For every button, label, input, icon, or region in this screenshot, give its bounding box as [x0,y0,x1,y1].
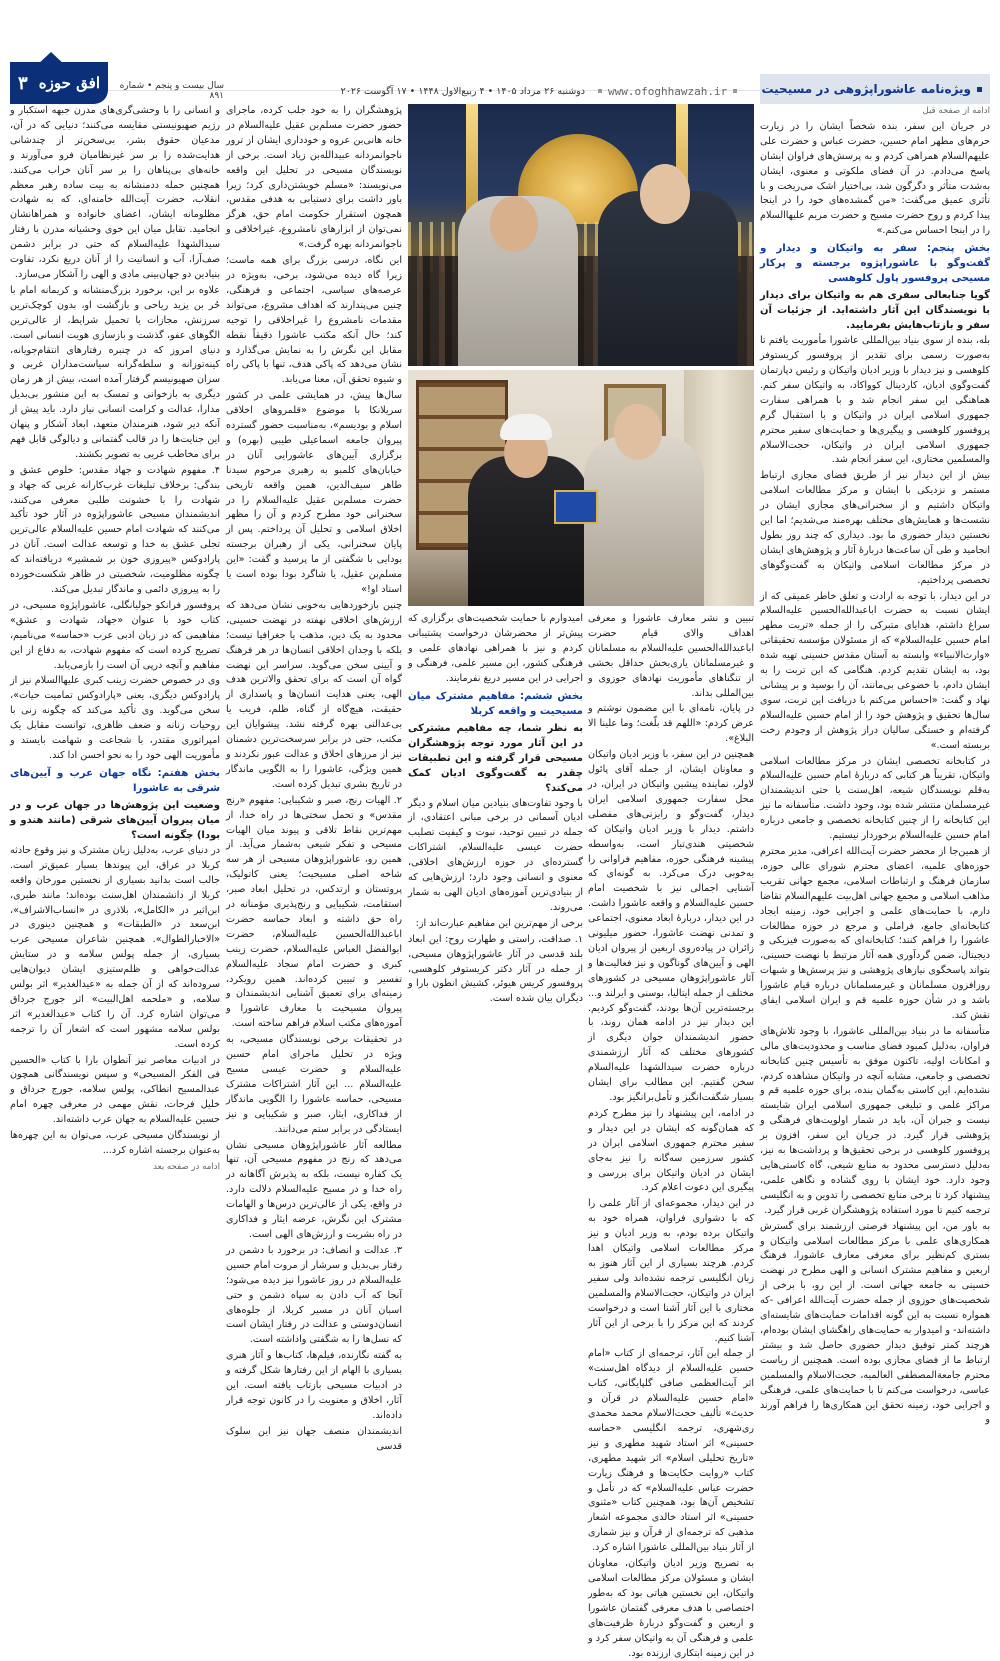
paragraph: به گفته نگارنده، فیلم‌ها، کتاب‌ها و آثار هنری بسیاری با الهام از این رفتارها شکل گرفته و در ادبیات مسیحی بازتاب یافته است. این آثار، اخلاق و معنویت را در کانون توجه قرار داده‌اند. [226,1350,402,1421]
section-label-text: ویژه‌نامه عاشوراپژوهی در مسیحیت [761,82,971,96]
section-label [760,74,990,104]
dateline [230,80,585,102]
paragraph: در این دیدار، مجموعه‌ای از آثار علمی را که با دشواری فراوان، همراه خود به واتیکان برده بودم، به وزیر ادیان و نیز مرکز مطالعات اسلامی واتیکان اهدا کردم. هرچند بسیاری از این آثار هنوز به زبان انگلیسی ترجمه نشده‌اند ولی سفیر ایران در واتیکان، حجت‌الاسلام والمسلمین مختاری با این آثار آشنا است و درخواست کردند که این مرکز را با برخی از این آثار آشنا کنیم. [588,1198,754,1344]
paragraph: در دنیای عرب، به‌دلیل زبان مشترک و نیز وقوع حادثه کربلا در عراق، این پیوندها بسیار عمیق‌تر است. جالب است بدانید بسیاری از نخستین مورخان واقعه کربلا از دانشمندان اهل‌سنت بوده‌اند؛ مانند طبری، ابن‌اثیر در «الکامل»، بلاذری در «انساب‌الاشراف»، ابن‌سعد در «الطبقات» و همچنین دینوری در «الاخبارالطوال». همچنین شاعران مسیحی عرب بسیاری، از جمله پولس سلامه و در ستایش عدالت‌خواهی و ظلم‌ستیزی ایشان دیوان‌هایی سروده‌اند که از آن جمله به «عیدالغدیر» اثر بولس سلامه، و «ملحمه اهل‌البیت» اثر جورج جرداق می‌توان اشاره کرد. آن را کتاب «عیدالغدیر» اثر بولس سلامه مشهور است که اشعار آن را ترجمه کرده است. [10,844,220,1050]
person-head [614,404,662,460]
paragraph: از همین‌جا از محضر حضرت آیت‌الله اعرافی، مدیر محترم حوزه‌های علمیه، اعضای محترم شورای عالی حوزه، سازمان فرهنگ و ارتباطات اسلامی، مجمع جهانی تقریب مذاهب اسلامی و مجمع جهانی اهل‌بیت علیهم‌السلام تقاضا دارم، با حمایت‌های علمی و اجرایی خود، زمینه ایجاد کتابخانه‌ای جامع، فراملی و مرجع در حوزه مطالعات عاشورا را فراهم کنند؛ کتابخانه‌ای که به‌صورت فیزیکی و دیجیتال، ضمن گردآوری همه آثار مرتبط با نهضت حسینی، بتواند پاسخگوی نیازهای پژوهشی و نیز پرسش‌ها و شبهات روزافزون مسلمانان و غیرمسلمانان درباره قیام عاشورا باشد و در شأن حوزه علمیه قم و ایران اسلامی ایفای نقش کند. [760,845,990,1021]
volume-info [112,80,224,102]
paragraph: در ادامه، این پیشنهاد را نیز مطرح کردم که همان‌گونه که ایشان در این دیدار و سفیر محترم جمهوری اسلامی ایران در کشور سرزمین سه‌گانه را نیز به‌جای ایشان در ادیان واتیکان برای بررسی و پیگیری این دعوت اعلام کرد. [588,1107,754,1194]
turban-shape [500,414,552,440]
photo-shrine-visit [408,104,754,366]
interview-question: وضعیت این پژوهش‌ها در جهان عرب و در میان پیروان آیین‌های شرقی (مانند هندو و بودا) چگونه است؟ [10,799,220,841]
subheading: بخش هفتم: نگاه جهان عرب و آیین‌های شرقی به عاشورا [10,767,220,794]
paragraph: در کتابخانه تخصصی ایشان در مرکز مطالعات اسلامی واتیکان، تقریباً هر کتابی که دربارهٔ امام حسین علیه‌السلام به‌قلم نویسندگان شیعه، اهل‌سنت یا حتی اندیشمندان غیرمسلمان منتشر شده بود، وجود داشت. متأسفانه ما نیز این کتابخانه را از چنین کتابخانه تخصصی و جامعی درباره امام حسین علیه‌السلام برخوردار نیستیم. [760,755,990,842]
paragraph: پروفسور فرانکو جولیانگلی، عاشوراپژوه مسیحی، در کتاب خود با عنوان «جهاد، شهادت و عشق» مفاهیمی که در زبان ادبی عرب «حماسه» می‌نامیم، تصریح کرده است که مفهوم شهادت، به دفاع از این مفاهیم و آنچه درپی آن است را بازمی‌یابد. [10,599,220,671]
paragraph: برخی از مهم‌ترین این مفاهیم عبارت‌اند از: [415,917,583,929]
paragraph: در ادبیات معاصر نیز آنطوان بارا با کتاب «الحسین فی الفکر المسیحی» و سپس نویسندگانی همچون عبدالمسیح انطاکی، پولس سلامه، جورج جرداق و خلیل فرحات، نقش مهمی در معرفی چهره امام حسین علیه‌السلام به جهان عرب داشته‌اند. [10,1054,220,1126]
dateline-text: دوشنبه ۲۶ مرداد ۱۴۰۵ • ۴ ربیع‌الاول ۱۴۴۸ • ۱۷ آگوست ۲۰۲۶ [340,85,585,97]
paragraph: در این دیدار، با توجه به ارادت و تعلق خاطر عمیقی که از ایشان نسبت به حضرت اباعبدالله‌الحسین علیه‌السلام سراغ داشتم، هدایای متبرکی را از جمله «تربت مطهر امام حسین علیه‌السلام» که از مسئولان مؤسسه تحقیقاتی «وارث‌الانبیاء» وابسته به آستان مقدس حسینی تهیه شده بود، به ایشان تقدیم کردم. هنگامی که این تربت را به ایشان دادم، با خضوعی بی‌مانند، آن را بوسید و بر پیشانی نهاد و گفت: «احساس می‌کنم با دریافت این تربت، سوی سال‌ها تحقیق و پژوهش خود را از امام حسین علیه‌السلام گرفته‌ام و خستگی سالیان دراز پژوهش از وجودم رخت بربسته است.» [760,590,990,751]
paragraph: این نگاه، درسی بزرگ برای همه ماست؛ زیرا گاه دیده می‌شود، برخی، به‌ویژه در عرصه‌های سیاسی، اجتماعی و فرهنگی، چنین می‌پندارند که اهداف مشروع، می‌تواند مقدمات نامشروع را غیراخلاقی را توجیه کند؛ حال آنکه مکتب عاشورا دقیقاً نقطه مقابل این نگرش را به نمایش می‌گذارد و نشان می‌دهد که پاکی هدف، تنها با پاکی راه و شیوه تحقق آن، معنا می‌یابد. [226,255,402,386]
column-3 [226,104,402,1452]
paragraph: از نویسندگان مسیحی عرب، می‌توان به این چهره‌ها به‌عنوان برجسته اشاره کرد... [10,1130,220,1156]
book-shape [554,490,598,524]
paragraph: علاوه بر این، برخورد بزرگ‌منشانه و کریمانه امام با حُر بن یزید ریاحی و بازگشت او، بدون کوچک‌ترین سرزنش، مجازات یا تحمیل شرایط، از عالی‌ترین الگوهای عفو، گذشت و بازسازی هویت انسانی است. دنیای امروز که در چنبره رفتارهای انتقام‌جویانه، کینه‌توزانه و سلطه‌گرانه سیاست‌مداران غربی و سران صهیونیسم گرفتار آمده است، بیش از هر زمان دیگری به بازخوانی و تمسک به این منشور بی‌بدیل مدارا، عدالت و کرامت انسانی نیاز دارد. باید پیش از آنکه دیر شود، هنرمندان متعهد، ابعاد آشکار و پنهان این جنایت‌ها را در قالب گفتمانی و دیالوگی قابل فهم برای مخاطب غربی به تصویر بکشند. [10,284,220,460]
interview-question: گویا جنابعالی سفری هم به واتیکان برای دیدار با نویسندگان این آثار داشته‌اید. از جزئیات آن سفر و بازتاب‌هایش بفرمایید. [760,290,990,332]
site-url[interactable] [592,80,758,102]
photo-book-presentation [408,370,754,606]
paragraph: با وجود تفاوت‌های بنیادین میان اسلام و دیگر ادیان آسمانی در برخی مبانی اعتقادی، از جمله در تبیین توحید، نبوت و کیفیت تصلیب حضرت عیسی علیه‌السلام، اشتراکات گسترده‌ای در حوزه ارزش‌های اخلاقی، معنوی و انسانی وجود دارد؛ ارزش‌هایی که از بنیادی‌ترین آموزه‌های ادیان الهی به شمار می‌روند. [408,797,583,913]
paragraph: متأسفانه ما در بنیاد بین‌المللی عاشورا، با وجود تلاش‌های فراوان، به‌دلیل کمبود فضای مناسب و محدودیت‌های مالی و امکانات اولیه، تاکنون موفق به تأسیس چنین کتابخانه تخصصی و جامعی، مشابه آنچه در واتیکان مشاهده کردم، نشده‌ایم. این کاستی به‌گمان بنده، برای حوزه علمیه قم و مراکز علمی و تبلیغی جمهوری اسلامی ایران شایسته نیست و جبران آن، باید در شمار اولویت‌های فرهنگی و پژوهشی قرار گیرد. در جریان این سفر، افزون بر پروفسور کلوهسی در برخی تحقیق‌ها و پرداشت‌ها به نیز، به‌دلیل دسترسی محدود به منابع شیعی، گاه کاستی‌هایی وجود دارد. خود ایشان با روی گشاده و نگاهی علمی، پیشنهاد کرد تا برخی منابع تخصصی را تدوین و به انگلیسی ترجمه کنیم تا مورد استفاده پژوهشگران غربی قرار گیرد. [760,1025,990,1216]
bullet-icon [598,89,602,93]
paragraph: امیدوارم با حمایت شخصیت‌های برگزاری که پیش‌تر از محضرشان درخواست پشتیبانی کردم و نیز با همراهی نهادهای علمی و فرهنگی کشور، این مسیر علمی، فرهنگی و اجرایی در این مسیر دریغ نفرمایند. [408,613,583,684]
person-figure [584,436,704,606]
column-4 [10,104,220,1419]
paragraph: چنین بازخوردهایی به‌خوبی نشان می‌دهد که ارزش‌های اخلاقی نهفته در نهضت حسینی، محدود به یک دین، مذهب یا جغرافیا نیست؛ بلکه با وجدان اخلاقی انسان‌ها در هر فرهنگ و آیینی سخن می‌گوید. سراسر این نهضت گواه آن است که برای تحقق والاترین هدف الهی، یعنی هدایت انسان‌ها و پاسداری از حقیقت، هیچ‌گاه از گناه، ظلم، فریب یا بی‌عدالتی بهره گرفته نشد. پیشوایان این مکتب، حتی در برابر سرسخت‌ترین دشمنان نیز از مرزهای اخلاق و عدالت عبور نکردند و همین ویژگی، عاشورا را به الگویی ماندگار در تاریخ بشری تبدیل کرده است. [226,599,402,790]
column-2 [588,612,754,1659]
continued-note: ادامه در صفحه بعد [153,1161,220,1172]
subheading: بخش ششم: مفاهیم مشترک میان مسیحیت و واقعه کربلا [408,690,583,717]
column-1 [760,104,990,1426]
subheading: بخش پنجم: سفر به واتیکان و دیدار و گفت‌وگو با عاشوراپژوه برجسته و پرکار مسیحی پروفسور پاول کلوهسی [760,243,990,285]
paragraph: در جریان این سفر، بنده شخصاً ایشان را در زیارت حرم‌های مطهر امام حسین، حضرت عباس و حضرت علی علیهم‌السلام همراهی کردم و به پرسش‌های فراوان ایشان پاسخ می‌دادم. در آن فضای ملکوتی و معنوی، ایشان به‌شدت متأثر و دگرگون شد، بی‌اختیار اشک می‌ریخت و با تأثری عمیق می‌گفت: «من گمشده‌های خود را در اینجا پیدا کردم و روح حضرت مسیح و حضرت مریم علیهاالسلام را در اینجا احساس می‌کنم.» [760,120,990,237]
paragraph: تبیین و نشر معارف عاشورا و معرفی اهداف والای قیام حضرت اباعبدالله‌الحسین علیه‌السلام به مسلمانان و غیرمسلمانان یاری‌بخش حداقل بخشی از تنگناهای مأموریت نهادهای حوزوی و بین‌المللی بداند. [588,613,754,699]
person-head [490,196,538,252]
paragraph: در پایان، نامه‌ای با این مضمون نوشتم و عرض کردم: «اللهم قد بلّغت؛ وما علینا الا البلاغ». [588,703,754,745]
logo-text: افق حوزه [38,74,100,92]
paragraph: از جمله این آثار، ترجمه‌ای از کتاب «امام حسین علیه‌السلام از دیدگاه اهل‌سنت» اثر آیت‌العظمی صافی گلپایگانی، کتاب «امام حسین علیه‌السلام در قرآن و حدیث» تألیف حجت‌الاسلام محمد محمدی ری‌شهری، ترجمه انگلیسی «حماسه حسینی» اثر استاد شهید مطهری و نیز «تاریخ تحلیلی اسلام» اثر شهید مطهری، کتاب «روایت حکایت‌ها و فرهنگ زیارت حضرت عباس علیه‌السلام» که در تأمل و تشخیص آن‌ها بود، همچنین کتاب «مثنوی حسینی» اثر استاد خالدی مجموعه اشعار مذهبی که ترجمه‌ای از قرآن و نیز شماری از آثار بنیاد بین‌المللی عاشورا اشاره کرد. [588,1348,754,1554]
paragraph: اندیشمندان منصف جهان نیز این سلوک قدسی [226,1425,402,1452]
paragraph: در تحقیقات برخی نویسندگان مسیحی، به ویژه در تحلیل ماجرای امام حسین علیه‌السلام و حضرت عیسی مسیح علیه‌السلام ... این آثار اشتراکات مشترک مسیحی، حماسه عاشورا را الگویی ماندگار از فداکاری، ایثار، صبر و شکیبایی و نیز ایستادگی در برابر ستم می‌دانند. [226,1034,402,1135]
continued-label: ادامه از صفحه قبل [922,106,990,116]
site-url-text[interactable]: www.ofoghhawzah.ir [608,84,728,98]
volume-text: سال بیست و پنجم • شماره ۸۹۱ [119,81,224,101]
paragraph: وی در خصوص حضرت زینب کبری علیهاالسلام نیز از پارادوکس دیگری، یعنی «پارادوکس تمامیت حیات»، سخن می‌گوید. وی تأکید می‌کند که چگونه زنی با روحیات زنانه و ضعف ظاهری، توانست مقابل یک امپراتوری مقتدر، با شجاعت و شهامت بایستد و مأموریت الهی خود را به نحو احسن ادا کند. [10,675,220,761]
paragraph: سال‌ها پیش، در همایشی علمی در کشور سریلانکا با موضوع «قلمروهای اخلاقی اسلام و بودیسم»، به‌مناسبت حضور گسترده پیروان جامعه اسماعیلی طیبی (بهره) و برگزاری آیین‌های عاشورایی آنان در خیابان‌های کلمبو به رهبری مرحوم سیدنا طاهر سیف‌الدین، همین واقعه تاریخی حضرت مسلم‌بن عقیل علیه‌السلام را در سخنرانی خود مطرح کردم و آن را مظهر اخلاق اسلامی و تحلیل آن پرداختم. پس از پایان سخنرانی، یکی از رهبران برجسته بودایی با شگفتی از ما پرسید و گفت: «این مسلم‌بن عقیل، یا شاگرد بودا بوده است یا استاد او!» [226,390,402,595]
column-2b [408,612,583,1267]
paragraph: ۴. مفهوم شهادت و جهاد مقدس: خلوص عشق و بندگی: برخلاف تبلیغات غرب‌کارانه غربی که جهاد و شهادت را با خشونت طلبی معرفی می‌کنند، اندیشمندان مسیحی عاشوراپژوه در آثار خود تأکید می‌کنند که شهادت امام حسین علیه‌السلام عالی‌ترین تجلی عشق به خدا و توسعه عدالت است. آنان در پارادوکس «پیروزی خون بر شمشیر» دریافته‌اند که چگونه مظلومیت، شخصیتی در ظاهر شکست‌خورده را به پیروزی دائمی و ماندگار تبدیل می‌کند. [10,464,220,595]
paragraph: ۳. عدالت و انصاف: در برخورد با دشمن در رفتار بی‌بدیل و سرشار از مروت امام حسین علیه‌السلام در روز عاشورا نیز دیده می‌شود؛ آنجا که آب دادن به سپاه دشمن و حتی اسبان آنان در مسیر کربلا، از جلوه‌های انسان‌دوستی و عدالت در رفتار ایشان است که نسل‌ها را به شگفتی واداشته است. [226,1244,402,1346]
paragraph: مطالعه آثار عاشوراپژوهان مسیحی نشان می‌دهد که رنج در مفهوم مسیحی آن، تنها یک کفاره نیست، بلکه به پذیرش آگاهانه در راه خدا و در مسیح علیه‌السلام دلالت دارد. در واقع، یکی از عالی‌ترین درس‌ها و الهامات مشترک این نگرش، عرضه ایثار و فداکاری در راه بشریت و ارزش‌های الهی است. [226,1139,402,1240]
paragraph: پژوهشگران را به خود جلب کرده، ماجرای حضور حضرت مسلم‌بن عقیل علیه‌السلام در خانه هانی‌بن عروه و خودداری ایشان از ترور ناجوانمردانه عبیدالله‌بن زیاد است. برخی از نویسندگان مسیحی در تحلیل این واقعه می‌نویسند: «مسلم خویشتن‌داری کرد؛ زیرا باور داشت برای دستیابی به هدفی مقدس، همچون استقرار حکومت امام حق، هرگز نمی‌توان از ابزارهای نامشروع، غیراخلاقی و ناجوانمردانه بهره گرفت.» [226,105,402,251]
person-figure [468,456,588,606]
paragraph: بله، بنده از سوی بنیاد بین‌المللی عاشورا مأموریت یافتم تا به‌صورت رسمی برای تقدیر از پروفسور کریستوفر کلوهسی و نیز دیدار با وزیر ادیان واتیکان و رئیس دپارتمان گفت‌وگوی ادیان، کاردینال کوواکاد، به واتیکان سفر کنم. هماهنگی این سفر انجام شد و با همراهی سفارت جمهوری اسلامی ایران در واتیکان و با استقبال گرم پروفسور کلوهسی و پیگیری‌ها و حمایت‌های سفیر محترم جمهوری اسلامی ایران در واتیکان، حجت‌الاسلام والمسلمین مختاری، این سفر انجام شد. [760,335,990,466]
paragraph: ۱. صداقت، راستی و طهارت روح: این ابعاد بلند قدسی در آثار عاشوراپژوهان مسیحی، از جمله در آثار دکتر کریستوفر کلوهسی، پروفسور کریس هیوئر، کشیش انطون بارا و دیگران بیان شده است. [408,933,583,1005]
paragraph: و انسانی را با وحشی‌گری‌های مدرن جبهه استکبار و رژیم صهیونیستی مقایسه می‌کنند؛ دنیایی که در آن، مدعیان حقوق بشر، بی‌سخن‌تر از چندشانی هدایت‌شده را بر سر غیرنظامیان فرو می‌آورند و خانه‌های بی‌پناهان را بر سر آنان خراب می‌کنند. همچنین حمله ددمنشانه به بیت ساده رهبر معظم انقلاب، حضرت آیت‌الله خامنه‌ای، که به شهادت مظلومانه ایشان، اعضای خانواده و همراهانشان انجامید. تقابل میان این خوی وحشیانه مدرن با رفتار سیدالشهدا علیه‌السلام که حتی در برابر دشمن صف‌آرا، آب و انسانیت را از آنان دریغ نکرد، تفاوت بنیادین دو جهان‌بینی مادی و الهی را آشکار می‌سازد. [10,105,220,280]
bullet-icon [977,87,982,92]
paragraph: به باور من، این پیشنهاد فرصتی ارزشمند برای گسترش همکاری‌های علمی با مرکز مطالعات اسلامی واتیکان و بستری کم‌نظیر برای معرفی معارف عاشورا، فرهنگ اربعین و مفاهیم مشترک انسانی و الهی مطرح در نهضت حسینی به جامعه جهانی است. از این رو، با برخی از شخصیت‌های حوزوی از جمله حضرت آیت‌الله اعرافی -که همواره نسبت به این گونه اقدامات حمایت‌های شایسته‌ای داشته‌اند- و امیدوار به حمایت‌های راهگشای ایشان بوده‌ام، هرچند کمتر توفیق دیدار حضوری حاصل شد و بیشتر ارتباط ما از فضای مجازی بوده است. همچنین از ریاست محترم جامعةالمصطفی العالمیه، حجت‌الاسلام والمسلمین عباسی، درخواست می‌کنم تا با حمایت‌های علمی، فرهنگی و اجرایی خود، زمینه تحقق این همکاری‌ها را فراهم آورند و [760,1220,990,1426]
page-number: ۳ [18,72,28,93]
paragraph: ۲. الهیات رنج، صبر و شکیبایی: مفهوم «رنج مقدس» و تحمل سختی‌ها در راه خدا، از مهم‌ترین نقاط تلاقی و پیوند میان الهیات مسیحی و تفکر شیعی به‌شمار می‌آید. از همین رو، عاشوراپژوهان مسیحی از هر سه شاخه اصلی مسیحیت؛ یعنی کاتولیک، پروتستان و ارتدکس، در تحلیل ابعاد صبر، استقامت، شکیبایی و رنج‌پذیری مؤمنانه در راه حق داشته و ابعاد حماسه حضرت اباعبدالله‌الحسین علیه‌السلام، حضرت ابوالفضل العباس علیه‌السلام، حضرت زینب کبری و حضرت امام سجاد علیه‌السلام تفسیر و تبیین کرده‌اند. همین رویکرد، زمینه‌ای برای تعمیق آشنایی اندیشمندان و پیروان مسیحیت با معارف عاشورا و آموزه‌های مکتب اسلام فراهم ساخته است. [226,794,402,1030]
person-head [640,164,690,224]
publication-logo [10,62,108,104]
interview-question: به نظر شما، چه مفاهیم مشترکی در این آثار مورد توجه پژوهشگران مسیحی قرار گرفته و این تطبیقات چقدر به گفت‌وگوی ادیان کمک می‌کند؟ [408,722,583,794]
paragraph: بیش از این دیدار نیز از طریق فضای مجازی ارتباط مستمر و نزدیکی با ایشان و مرکز مطالعات اسلامی واتیکان داشتیم و از سخنرانی‌های مجازی ایشان در نشست‌ها و همایش‌های مختلف بهره‌مند می‌شدیم؛ اما این نخستین دیدار حضوری ما بود. دیداری که چند روز بطول انجامید و طی آن ساعت‌ها دربارهٔ آثار و پژوهش‌های ایشان در مرکز مطالعات اسلامی واتیکان به گفت‌وگوهای تخصصی پرداختیم. [760,470,990,586]
bullet-icon [733,89,737,93]
paragraph: به تصریح وزیر ادیان واتیکان، معاونان ایشان و مسئولان مرکز مطالعات اسلامی واتیکان، این نخستین هیاتی بود که به‌طور اختصاصی با هدف معرفی گفتمان عاشورا و اربعین و گفت‌وگو دربارهٔ ظرفیت‌های علمی و فرهنگی آن به واتیکان سفر کرد و در این زمینه ابتکاری ارزنده بود. [588,1558,754,1659]
paragraph: همچنین در این سفر، با وزیر ادیان واتیکان و معاونان ایشان، از جمله آقای پائول لاولر، نماینده پیشین واتیکان در ایران، در محل سفارت جمهوری اسلامی ایران دیدار، گفت‌وگو و رایزنی‌های مفصلی داشتم. دیدار با وزیر ادیان واتیکان که شخصیتی هندی‌تبار است، به‌واسطه پیشینه فرهنگی حوزه، مفاهیم فراوانی را به‌خوبی درک می‌کرد. به گونه‌ای که آشنایی اجمالی نیز با شخصیت امام حسین علیه‌السلام و واقعه عاشورا داشت. در این دیدار، دربارهٔ ابعاد معنوی، اجتماعی و تمدنی نهضت عاشورا، حضور میلیونی زائران در پیاده‌روی اربعین از پیروان ادیان الهی و آیین‌های گوناگون و نیز فعالیت‌ها و آثار عاشوراپژوهان مسیحی در کشورهای مختلف از جمله ایتالیا، بوسنی و ایرلند و... برجسته‌ترین آن‌ها بودند، گفت‌وگو کردیم. این دیدار نیز در ادامه همان روند، با حضور اندیشمندان جوان دیگری از کشورهای مختلف که آثار ارزشمندی درباره حضرت سیدالشهدا علیه‌السلام سخن گفتیم. این مطالب برای ایشان بسیار شگفت‌انگیز و تأمل‌برانگیز بود. [588,749,754,1103]
